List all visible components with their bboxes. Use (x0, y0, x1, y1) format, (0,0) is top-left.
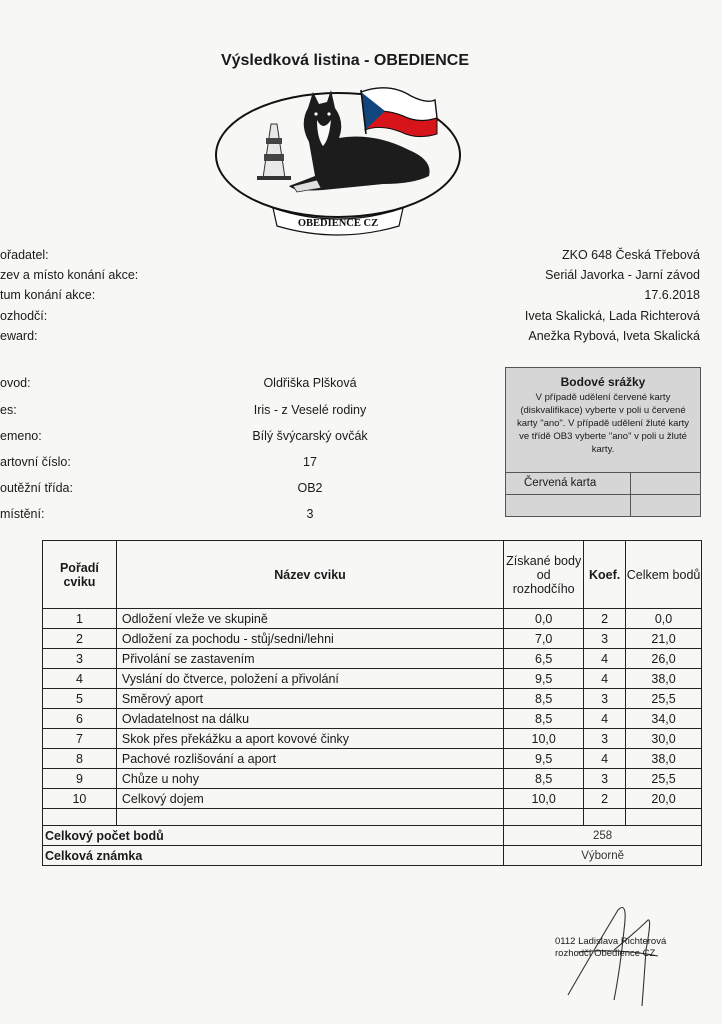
organizer-label: ořadatel: (0, 248, 49, 262)
row-name: Přivolání se zastavením (116, 649, 503, 669)
header-total: Celkem bodů (626, 541, 702, 609)
header-coef: Koef. (584, 541, 626, 609)
row-order: 3 (43, 649, 117, 669)
page-title: Výsledková listina - OBEDIENCE (220, 52, 470, 69)
table-row (43, 629, 702, 649)
penalty-title: Bodové srážky (560, 375, 646, 389)
results-table (42, 540, 702, 866)
row-order: 8 (43, 749, 117, 769)
row-order: 1 (43, 609, 117, 629)
event-name-value: Seriál Javorka - Jarní závod (545, 268, 700, 282)
row-order: 7 (43, 729, 117, 749)
row-coef: 4 (584, 649, 626, 669)
start-number-label: artovní číslo: (0, 455, 71, 469)
row-order: 6 (43, 709, 117, 729)
traffic-cone-icon (257, 124, 291, 180)
yellow-card-label (506, 495, 631, 517)
penalty-box (505, 367, 701, 517)
row-total: 38,0 (626, 749, 702, 769)
signature-role: rozhodčí Obedience CZ (555, 948, 656, 959)
total-points-row (43, 826, 702, 846)
penalty-description: V případě udělení červené karty (diskvalifikace) vyberte v poli u červené karty "ano". V případě udělení žluté karty ve třídě OB3 vyberte "ano" v poli u žluté karty. (516, 392, 690, 455)
event-date-label: tum konání akce: (0, 288, 96, 302)
yellow-card-row (506, 494, 700, 517)
organizer-value: ZKO 648 Česká Třebová (561, 248, 700, 262)
dog-label: es: (0, 403, 17, 417)
row-coef: 3 (584, 689, 626, 709)
row-coef: 3 (584, 769, 626, 789)
header-points: Získané body od rozhodčího (504, 541, 584, 609)
row-total: 25,5 (626, 689, 702, 709)
table-row (43, 669, 702, 689)
table-row (43, 649, 702, 669)
row-name: Směrový aport (116, 689, 503, 709)
row-coef: 2 (584, 609, 626, 629)
row-name: Pachové rozlišování a aport (116, 749, 503, 769)
judges-label: ozhodčí: (0, 309, 48, 323)
row-points: 0,0 (504, 609, 584, 629)
row-points: 8,5 (504, 709, 584, 729)
event-name-label: zev a místo konání akce: (0, 268, 139, 282)
red-card-field[interactable] (631, 473, 700, 495)
total-points-value: 258 (504, 826, 702, 846)
start-number-value: 17 (303, 455, 317, 469)
table-row (43, 789, 702, 809)
row-total: 34,0 (626, 709, 702, 729)
placement-label: místění: (0, 507, 45, 521)
row-points: 8,5 (504, 689, 584, 709)
row-total: 25,5 (626, 769, 702, 789)
row-coef: 4 (584, 709, 626, 729)
row-name: Chůze u nohy (116, 769, 503, 789)
breed-label: emeno: (0, 429, 42, 443)
signature-name: 0112 Ladislava Richterová (555, 936, 667, 947)
row-name: Skok přes překážku a aport kovové činky (116, 729, 503, 749)
row-coef: 3 (584, 629, 626, 649)
dog-value: Iris - z Veselé rodiny (253, 403, 367, 417)
header-name: Název cviku (116, 541, 503, 609)
row-total: 38,0 (626, 669, 702, 689)
table-row (43, 689, 702, 709)
row-points: 9,5 (504, 749, 584, 769)
row-order: 2 (43, 629, 117, 649)
breed-value: Bílý švýcarský ovčák (252, 429, 368, 443)
steward-value: Anežka Rybová, Iveta Skalická (528, 329, 700, 343)
row-total: 20,0 (626, 789, 702, 809)
table-row (43, 729, 702, 749)
event-date-value: 17.6.2018 (644, 288, 700, 302)
row-name: Ovladatelnost na dálku (116, 709, 503, 729)
grade-label: Celková známka (43, 846, 504, 866)
row-order: 4 (43, 669, 117, 689)
table-row (43, 709, 702, 729)
class-value: OB2 (297, 481, 323, 495)
grade-row (43, 846, 702, 866)
logo-text: OBEDIENCE CZ (297, 218, 379, 229)
red-card-label: Červená karta (506, 473, 631, 495)
total-points-label: Celkový počet bodů (43, 826, 504, 846)
table-header-row (43, 541, 702, 609)
red-card-row (506, 472, 700, 495)
steward-label: eward: (0, 329, 38, 343)
row-name: Odložení za pochodu - stůj/sedni/lehni (116, 629, 503, 649)
row-points: 10,0 (504, 789, 584, 809)
header-order: Pořadí cviku (43, 541, 117, 609)
row-points: 10,0 (504, 729, 584, 749)
row-name: Celkový dojem (116, 789, 503, 809)
row-coef: 4 (584, 749, 626, 769)
row-name: Odložení vleže ve skupině (116, 609, 503, 629)
table-row (43, 749, 702, 769)
row-points: 6,5 (504, 649, 584, 669)
table-blank-row (43, 809, 702, 826)
row-order: 9 (43, 769, 117, 789)
judges-value: Iveta Skalická, Lada Richterová (524, 309, 700, 323)
obedience-logo (213, 80, 463, 240)
yellow-card-field[interactable] (631, 495, 700, 517)
table-row (43, 769, 702, 789)
row-total: 26,0 (626, 649, 702, 669)
grade-value: Výborně (504, 846, 702, 866)
row-name: Vyslání do čtverce, položení a přivolání (116, 669, 503, 689)
row-total: 0,0 (626, 609, 702, 629)
row-order: 10 (43, 789, 117, 809)
row-coef: 3 (584, 729, 626, 749)
row-coef: 2 (584, 789, 626, 809)
row-coef: 4 (584, 669, 626, 689)
row-points: 8,5 (504, 769, 584, 789)
row-total: 30,0 (626, 729, 702, 749)
czech-flag-icon (361, 88, 437, 137)
class-label: outěžní třída: (0, 481, 73, 495)
row-total: 21,0 (626, 629, 702, 649)
handler-label: ovod: (0, 376, 31, 390)
row-points: 7,0 (504, 629, 584, 649)
row-order: 5 (43, 689, 117, 709)
row-points: 9,5 (504, 669, 584, 689)
placement-value: 3 (306, 507, 314, 521)
handler-value: Oldřiška Plšková (263, 376, 357, 390)
table-row (43, 609, 702, 629)
